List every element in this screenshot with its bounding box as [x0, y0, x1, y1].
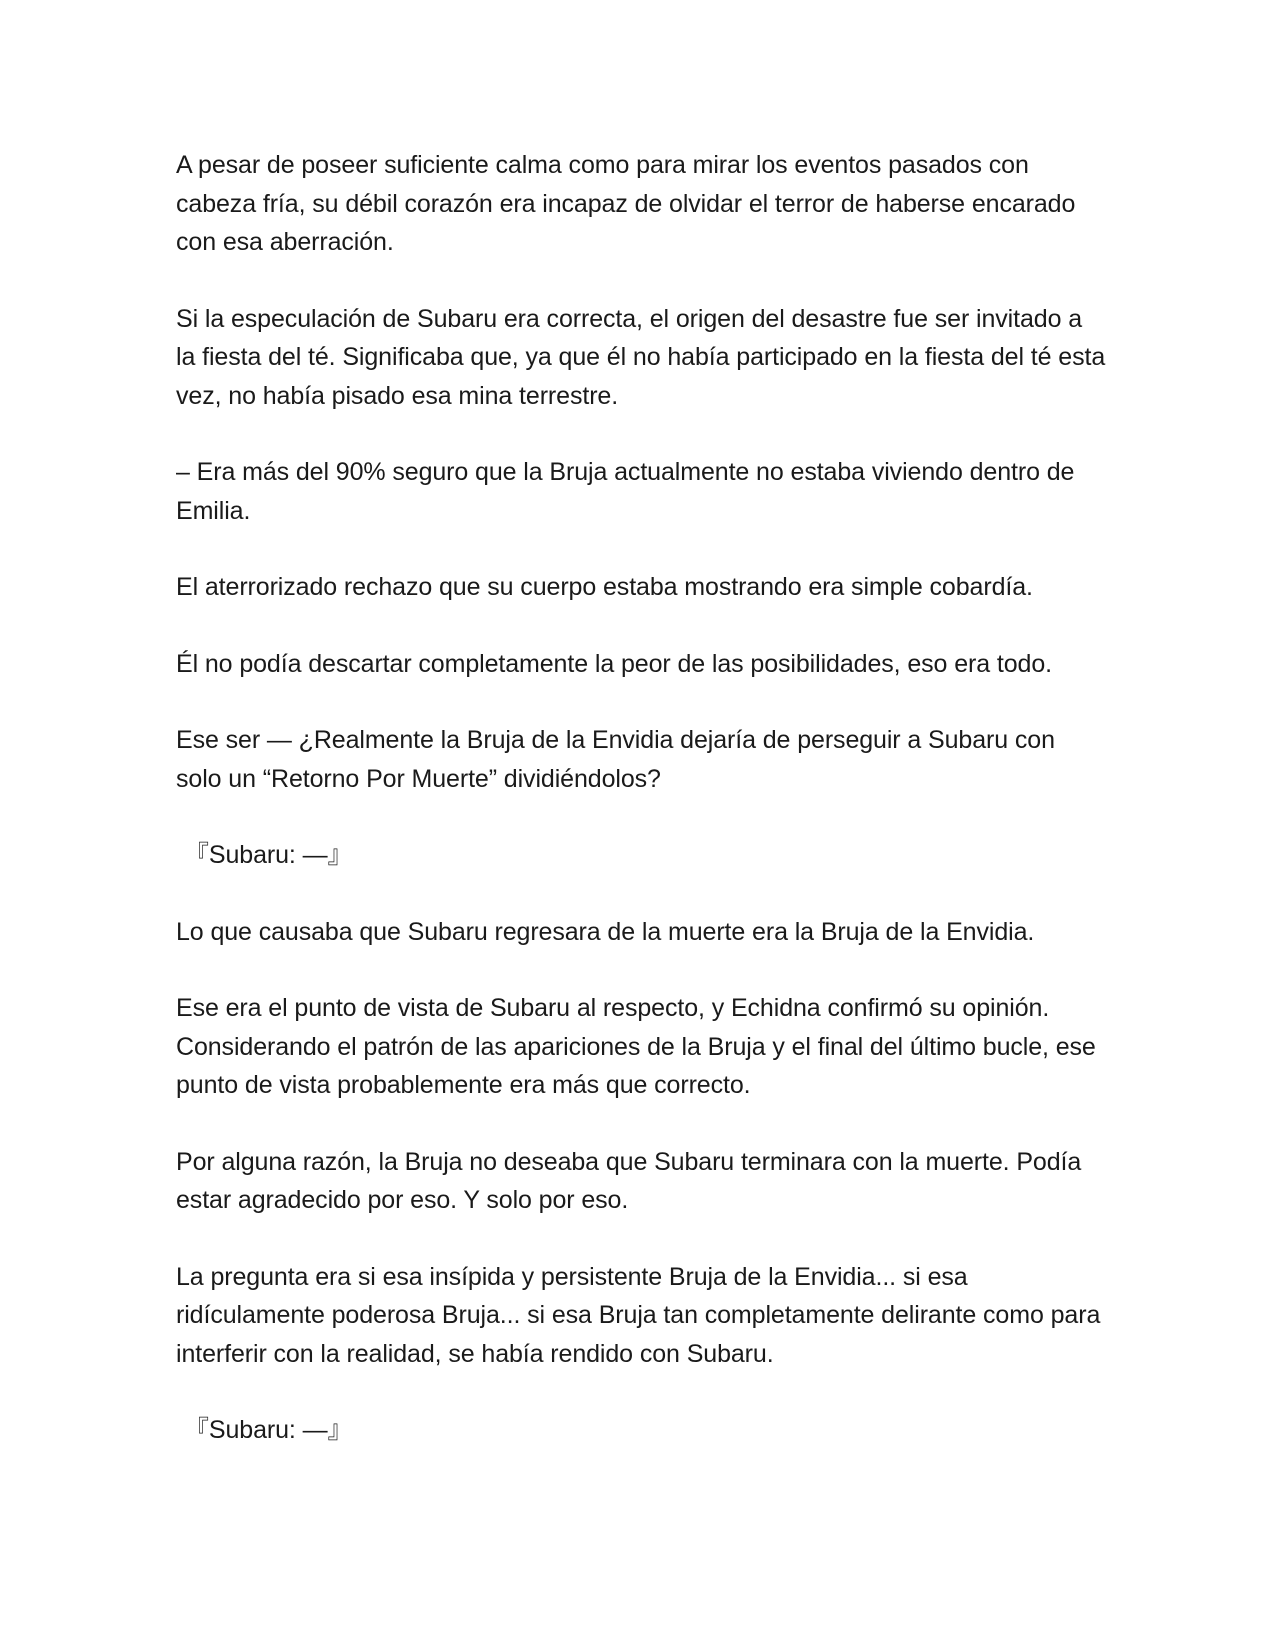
- paragraph-6: Ese ser — ¿Realmente la Bruja de la Envidia dejaría de perseguir a Subaru con solo un “Retorno Por Muerte” dividiéndolos?: [176, 726, 1055, 793]
- document-page: [176, 146, 1106, 1488]
- paragraph-4: El aterrorizado rechazo que su cuerpo estaba mostrando era simple cobardía.: [176, 573, 1033, 601]
- paragraph-9: Por alguna razón, la Bruja no deseaba que Subaru terminara con la muerte. Podía estar agradecido por eso. Y solo por eso.: [176, 1147, 1082, 1214]
- dialog-line-1: 『Subaru: —』: [184, 841, 353, 869]
- paragraph-2: Si la especulación de Subaru era correcta, el origen del desastre fue ser invitado a la fiesta del té. Significaba que, ya que él no había participado en la fiesta del té esta vez, no había pisado esa mina terrestre.: [176, 304, 1106, 410]
- paragraph-3: – Era más del 90% seguro que la Bruja actualmente no estaba viviendo dentro de Emilia.: [176, 458, 1075, 525]
- paragraph-7: Lo que causaba que Subaru regresara de la muerte era la Bruja de la Envidia.: [176, 917, 1035, 946]
- paragraph-5: Él no podía descartar completamente la peor de las posibilidades, eso era todo.: [176, 649, 1052, 678]
- dialog-line-2: 『Subaru: —』: [184, 1416, 353, 1444]
- paragraph-8: Ese era el punto de vista de Subaru al respecto, y Echidna confirmó su opinión. Considerando el patrón de las apariciones de la Bruja y el final del último bucle, ese punto de vista probablemente era más que correcto.: [176, 994, 1096, 1099]
- paragraph-10: La pregunta era si esa insípida y persistente Bruja de la Envidia... si esa ridículamente poderosa Bruja... si esa Bruja tan completamente delirante como para interferir con la realidad, se había rendido con Subaru.: [176, 1262, 1101, 1368]
- paragraph-1: A pesar de poseer suficiente calma como para mirar los eventos pasados con cabeza fría, su débil corazón era incapaz de olvidar el terror de haberse encarado con esa aberración.: [176, 151, 1076, 256]
